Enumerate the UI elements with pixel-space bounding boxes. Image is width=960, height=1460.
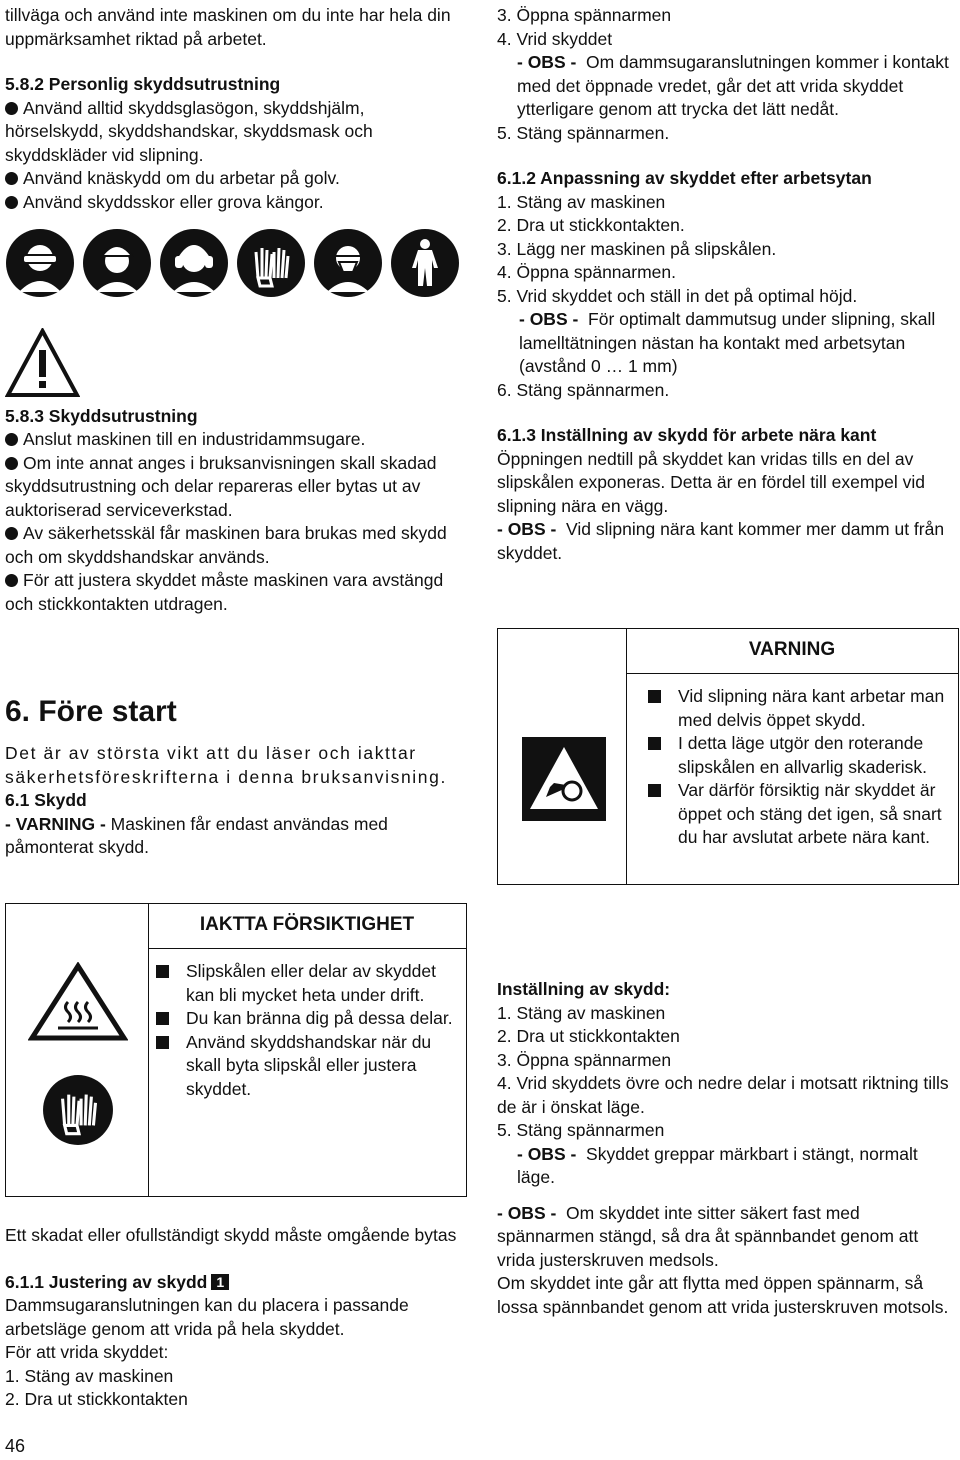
list-item: 3. Lägg ner maskinen på slipskålen. [497, 238, 777, 259]
warning-triangle-icon [5, 328, 80, 398]
list-item: 4. Öppna spännarmen. [497, 262, 677, 282]
list-item: I detta läge utgör den roterande slipskålen en allvarlig skaderisk. [648, 732, 953, 779]
list-item: 2. Dra ut stickkontakten [497, 1026, 680, 1046]
list-item: 5. Stäng spännarmen. [497, 122, 670, 143]
replace-text: Ett skadat eller ofullständigt skydd måste omgående bytas [5, 1225, 457, 1245]
gloves-icon [236, 228, 313, 305]
right-column-bottom [497, 978, 957, 1319]
bullet-icon [5, 527, 18, 540]
obs-note: - OBS - Om dammsugaranslutningen kommer i kontakt med det öppnade vredet, går det att vrida skyddet ytterligare genom att trycka det lätt nedåt. [517, 52, 949, 119]
bullet-icon [5, 172, 18, 185]
figure-badge: 1 [211, 1274, 229, 1290]
page-number: 46 [5, 1436, 26, 1456]
section-611-title: 6.1.1 Justering av skydd 1 [5, 1271, 467, 1295]
right-column [497, 4, 957, 565]
list-item: 5. Stäng spännarmen [497, 1120, 665, 1140]
section-6-text: Det är av största vikt att du läser och iakttar säkerhetsföreskrifterna i denna bruksanvisning. [5, 743, 447, 787]
hot-surface-icon [28, 962, 128, 1042]
list-item: 2. Dra ut stickkontakten [5, 1389, 188, 1409]
list-item: Om inte annat anges i bruksanvisningen skall skadad skyddsutrustning och delar repareras eller bytas ut av auktoriserad serviceverkstad. [5, 452, 437, 520]
gloves-icon [42, 1074, 114, 1146]
section-582-title: 5.8.2 Personlig skyddsutrustning [5, 74, 281, 94]
caution-box [5, 903, 467, 1197]
list-item: Använd alltid skyddsglasögon, skyddshjälm, hörselskydd, skyddshandskar, skyddsmask och skyddskläder vid slipning. [5, 97, 373, 165]
bullet-square-icon [156, 1036, 169, 1049]
section-611-sub: För att vrida skyddet: [5, 1342, 169, 1362]
bullet-icon [5, 433, 18, 446]
list-item: 1. Stäng av maskinen [497, 1002, 666, 1023]
intro-text: tillväga och använd inte maskinen om du inte har hela din uppmärksamhet riktad på arbetet. [5, 5, 451, 49]
section-611-text: Dammsugaranslutningen kan du placera i passande arbetsläge genom att vrida på hela skyddet. [5, 1295, 409, 1339]
install-title: Inställning av skydd: [497, 979, 671, 999]
warning-box-title: VARNING [748, 639, 836, 660]
list-item: Använd skyddshandskar när du skall byta slipskål eller justera skyddet. [156, 1031, 461, 1102]
bullet-square-icon [648, 784, 661, 797]
section-613-title: 6.1.3 Inställning av skydd för arbete nära kant [497, 425, 877, 445]
ear-protection-icon [159, 228, 236, 305]
list-item: 6. Stäng spännarmen. [497, 379, 670, 400]
list-item: Använd knäskydd om du arbetar på golv. [5, 167, 467, 191]
section-6-title: 6. Före start [5, 695, 177, 728]
list-item: Slipskålen eller delar av skyddet kan bli mycket heta under drift. [156, 960, 461, 1007]
section-583-title: 5.8.3 Skyddsutrustning [5, 405, 198, 426]
hand-injury-icon [520, 735, 608, 823]
protective-clothing-icon [390, 228, 467, 305]
list-item: 1. Stäng av maskinen [497, 191, 666, 212]
list-item: Vid slipning nära kant arbetar man med delvis öppet skydd. [648, 685, 953, 732]
bullet-square-icon [156, 965, 169, 978]
left-column [5, 4, 467, 860]
obs-note: - OBS - För optimalt dammutsug under slipning, skall lamelltätningen nästan ha kontakt med arbetsytan (avstånd 0 … 1 mm) [519, 309, 936, 376]
dust-mask-icon [313, 228, 390, 305]
list-item: Av säkerhetsskäl får maskinen bara brukas med skydd och om skyddshandskar används. [5, 523, 447, 567]
obs-note: - OBS - Om skyddet inte sitter säkert fast med spännarmen stängd, så dra åt spännbandet genom att vrida justerskruven medsols. [497, 1202, 919, 1270]
list-item: 1. Stäng av maskinen [5, 1365, 174, 1386]
bullet-icon [5, 574, 18, 587]
section-612-title: 6.1.2 Anpassning av skyddet efter arbetsytan [497, 168, 872, 188]
section-61-warning: - VARNING - Maskinen får endast användas med påmonterat skydd. [5, 813, 388, 857]
helmet-icon [82, 228, 159, 305]
list-item: Var därför försiktig när skyddet är öppet och stäng det igen, så snart du har avslutat arbete nära kant. [648, 779, 953, 850]
list-item: 4. Vrid skyddets övre och nedre delar i motsatt riktning tills de är i önskat läge. [497, 1073, 949, 1117]
list-item: 3. Öppna spännarmen [497, 5, 672, 25]
list-item: 4. Vrid skyddet [497, 28, 613, 49]
list-item: 2. Dra ut stickkontakten. [497, 215, 685, 235]
section-61-title: 6.1 Skydd [5, 790, 87, 810]
list-item: Anslut maskinen till en industridammsugare. [5, 428, 467, 452]
final-text: Om skyddet inte går att flytta med öppen spännarm, så lossa spännbandet genom att vrida justerskruven motsols. [497, 1273, 949, 1317]
list-item: 3. Öppna spännarmen [497, 1049, 672, 1070]
list-item: För att justera skyddet måste maskinen vara avstängd och stickkontakten utdragen. [5, 570, 444, 614]
obs-note: - OBS - Skyddet greppar märkbart i stängt, normalt läge. [517, 1143, 918, 1187]
bullet-square-icon [648, 690, 661, 703]
section-613-text: Öppningen nedtill på skyddet kan vridas tills en del av slipskålen exponeras. Detta är en fördel till exempel vid slipning nära en vägg. [497, 448, 925, 516]
list-item: 5. Vrid skyddet och ställ in det på optimal höjd. [497, 285, 858, 306]
warning-box [497, 628, 959, 885]
bullet-icon [5, 196, 18, 209]
list-item: Använd skyddsskor eller grova kängor. [5, 191, 467, 215]
obs-note: - OBS - Vid slipning nära kant kommer mer damm ut från skyddet. [497, 519, 945, 563]
left-column-bottom [5, 1224, 467, 1412]
bullet-icon [5, 457, 18, 470]
bullet-square-icon [156, 1012, 169, 1025]
list-item: Du kan bränna dig på dessa delar. [156, 1007, 461, 1031]
safety-goggles-icon [5, 228, 82, 305]
bullet-square-icon [648, 737, 661, 750]
bullet-icon [5, 102, 18, 115]
ppe-icons [5, 228, 467, 306]
caution-box-title: IAKTTA FÖRSIKTIGHET [199, 914, 415, 935]
